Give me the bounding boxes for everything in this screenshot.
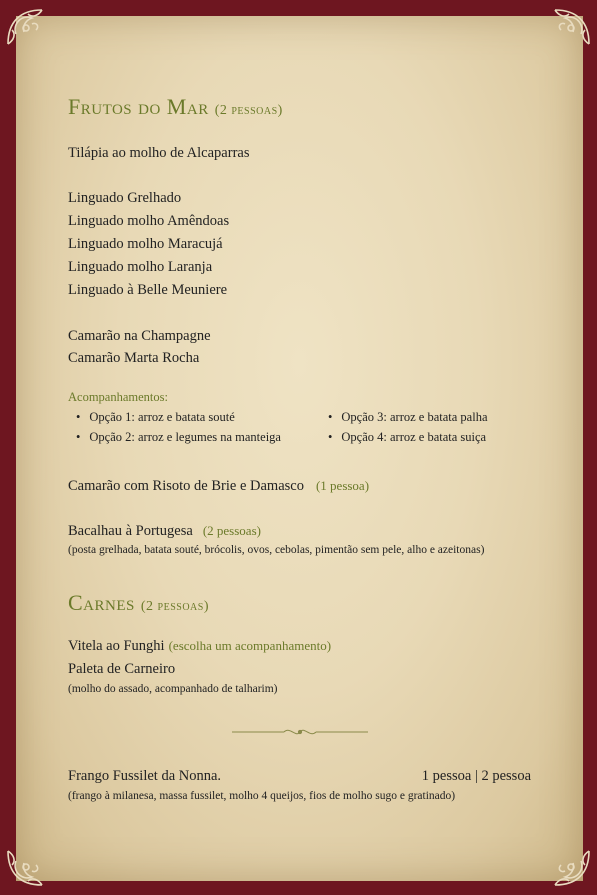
menu-item — [68, 478, 369, 495]
section-subtitle: (2 pessoas) — [140, 599, 209, 614]
menu-item: Linguado à Belle Meuniere — [68, 282, 228, 298]
menu-item-description: (frango à milanesa, massa fussilet, molho 4 queijos, fios de molho sugo e gratinado) — [68, 790, 456, 802]
menu-item-description: (posta grelhada, batata souté, brócolis, ovos, cebolas, pimentão sem pele, alho e azeitonas) — [68, 544, 485, 556]
menu-item: Camarão na Champagne — [68, 328, 211, 344]
accompaniment-option: • Opção 3: arroz e batata palha — [328, 410, 488, 425]
menu-item — [68, 638, 331, 655]
menu-item-name: Camarão com Risoto de Brie e Damasco — [68, 478, 304, 494]
section-title-text: Carnes — [68, 590, 135, 615]
menu-item: Linguado molho Laranja — [68, 259, 213, 275]
section-title-text: Frutos do Mar — [68, 94, 209, 119]
accompaniments-heading: Acompanhamentos: — [68, 390, 168, 404]
accompaniment-option: • Opção 2: arroz e legumes na manteiga — [76, 430, 281, 445]
section-title-carnes — [68, 590, 209, 616]
section-title-frutos-do-mar — [68, 94, 283, 120]
accompaniment-option: • Opção 1: arroz e batata souté — [76, 410, 235, 425]
menu-item: Linguado Grelhado — [68, 190, 182, 206]
serving-note: (escolha um acompanhamento) — [168, 638, 332, 653]
menu-item-description: (molho do assado, acompanhado de talharim) — [68, 683, 278, 695]
section-subtitle: (2 pessoas) — [214, 103, 283, 118]
serving-price: 1 pessoa | 2 pessoa — [421, 768, 531, 784]
menu-item: Camarão Marta Rocha — [68, 350, 200, 366]
menu-item: Frango Fussilet da Nonna. — [68, 768, 222, 784]
accompaniment-option: • Opção 4: arroz e batata suiça — [328, 430, 486, 445]
flourish-divider-icon — [232, 726, 368, 738]
menu-item — [68, 523, 261, 540]
menu-item: Linguado molho Maracujá — [68, 236, 223, 252]
menu-item-name: Bacalhau à Portugesa — [68, 523, 193, 539]
serving-note: (2 pessoas) — [202, 523, 261, 538]
menu-item: Linguado molho Amêndoas — [68, 213, 230, 229]
menu-item: Paleta de Carneiro — [68, 661, 176, 677]
serving-note: (1 pessoa) — [315, 478, 370, 493]
menu-item-name: Vitela ao Funghi — [68, 638, 165, 654]
menu-item: Tilápia ao molho de Alcaparras — [68, 145, 250, 161]
